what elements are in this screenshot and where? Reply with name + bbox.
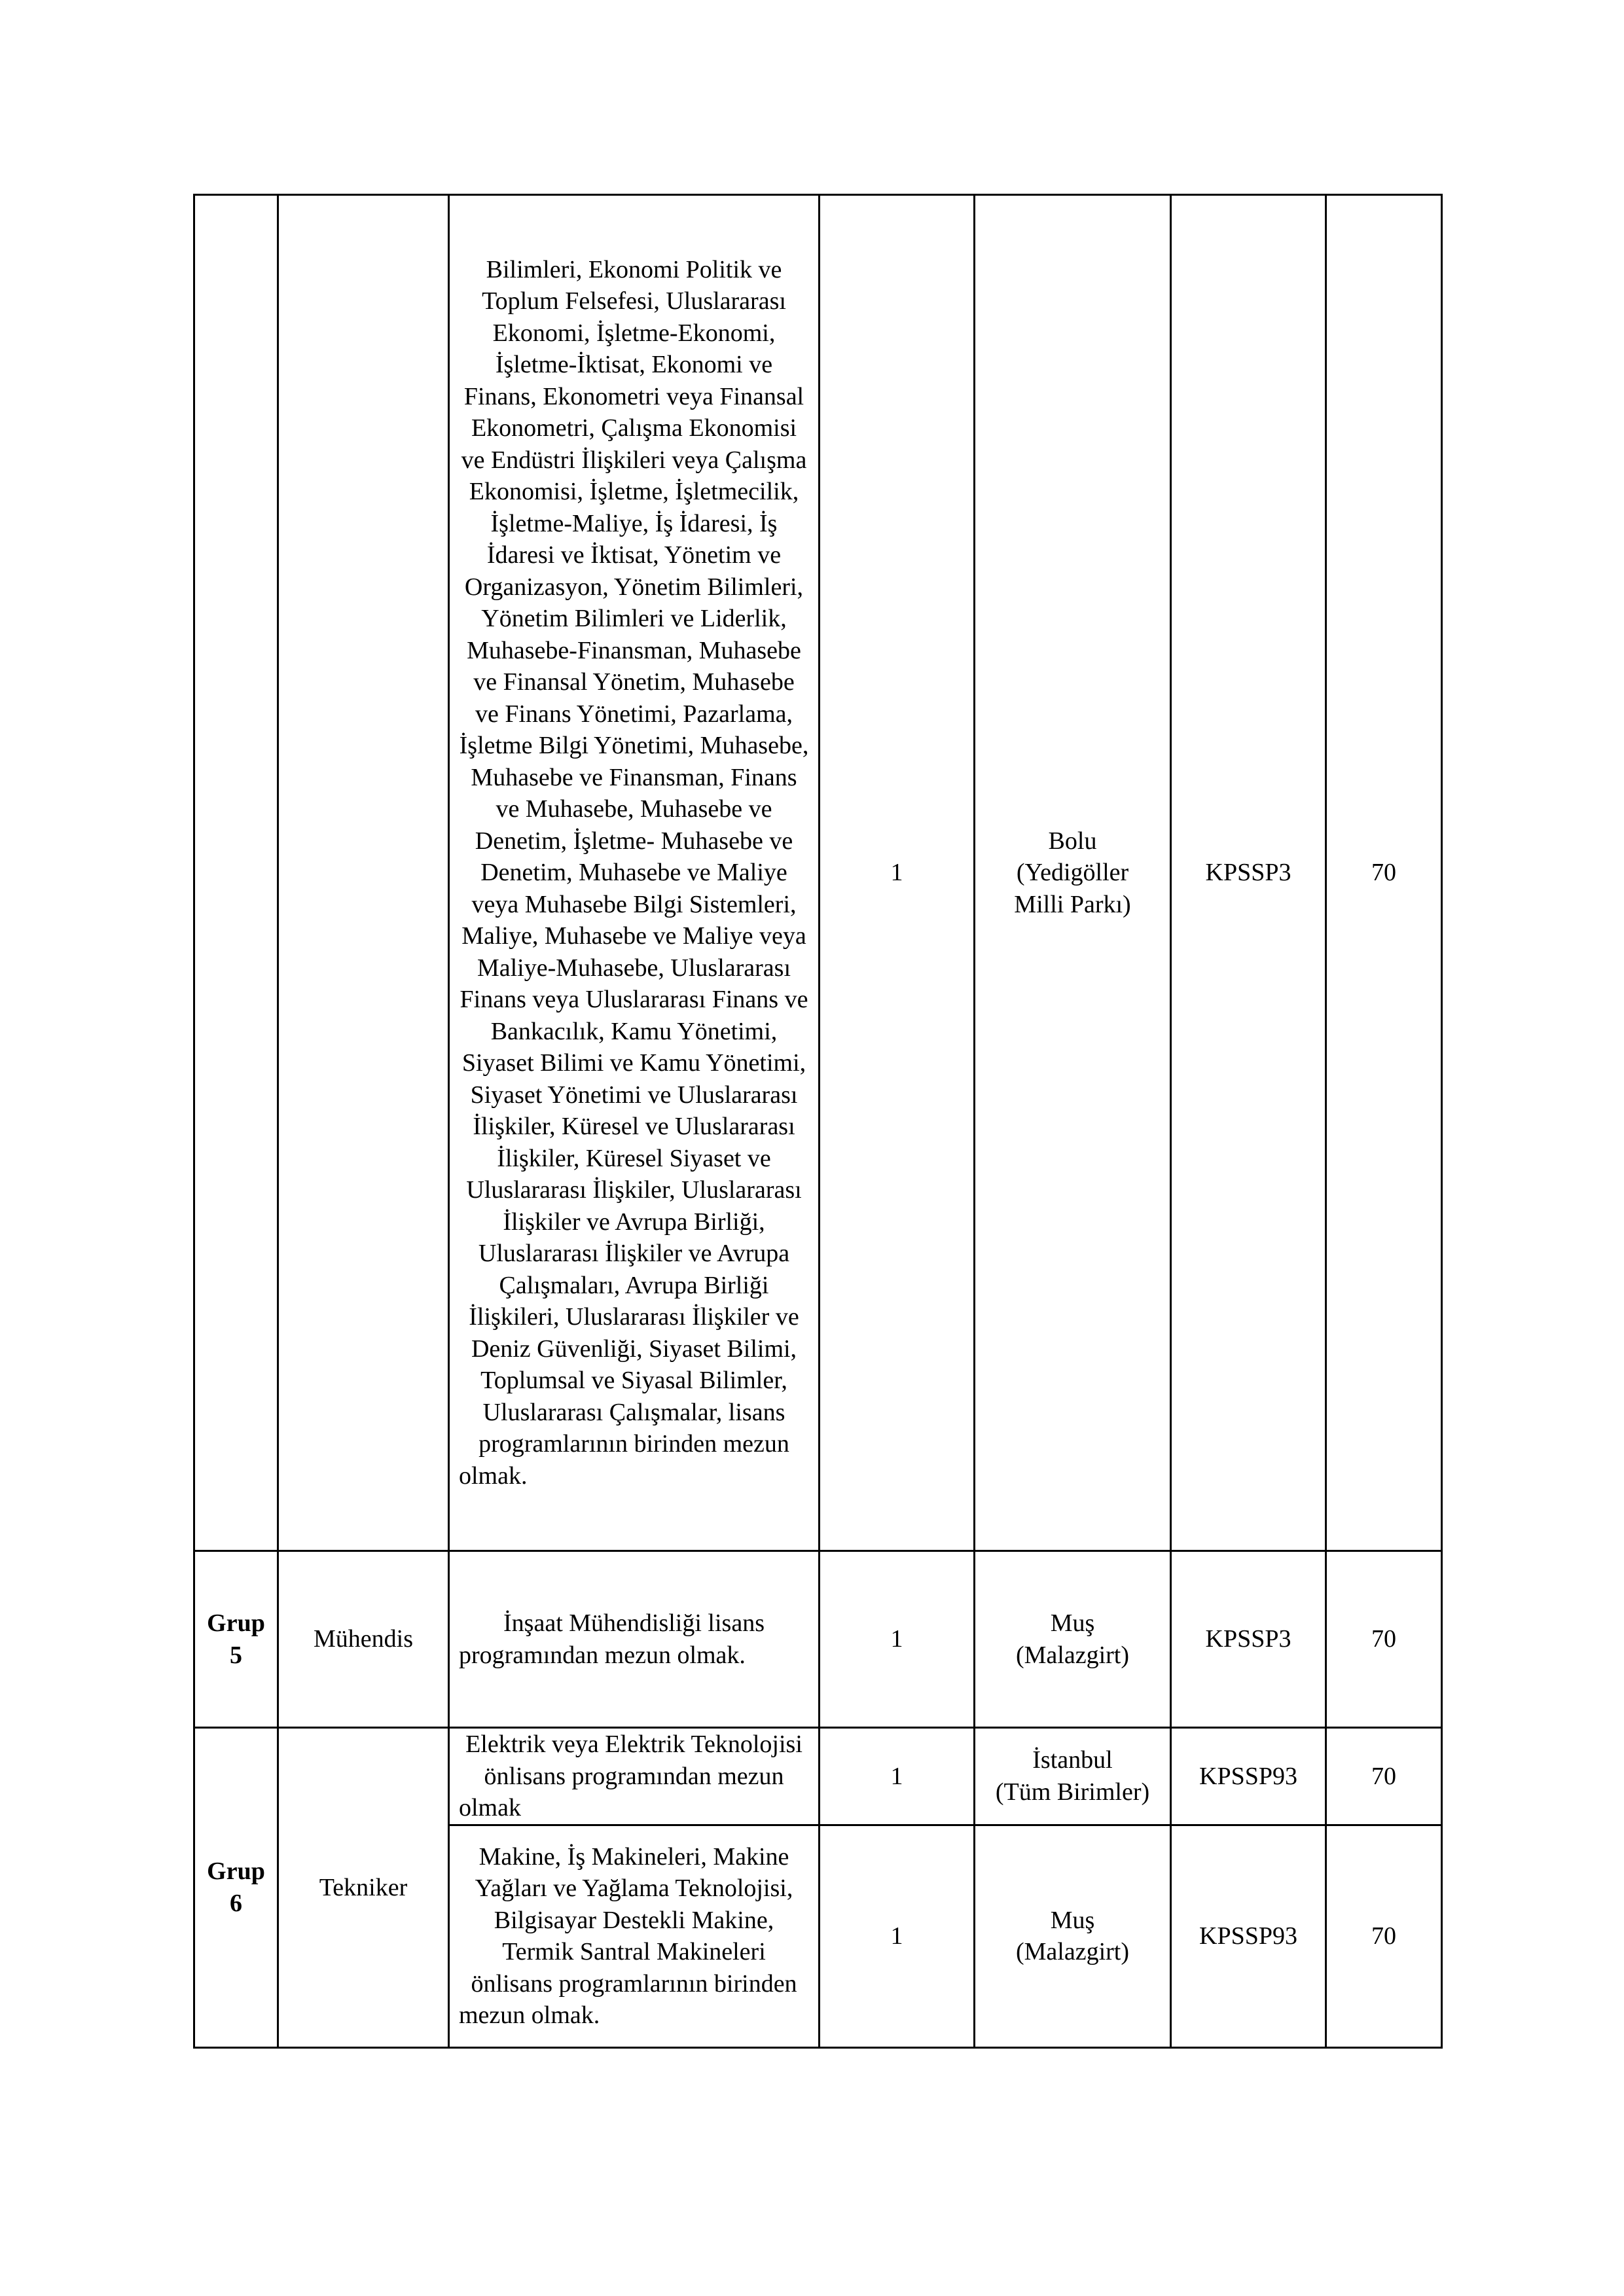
table-row — [194, 1728, 1442, 1825]
title-cell: Mühendis — [278, 1551, 449, 1728]
location-cell — [975, 1728, 1171, 1825]
score-cell: 70 — [1326, 1728, 1442, 1825]
score-cell: 70 — [1326, 1551, 1442, 1728]
group-label: Grup — [207, 1857, 265, 1886]
count-cell: 1 — [820, 1551, 975, 1728]
location-unit: (Malazgirt) — [1015, 1938, 1130, 1965]
title-cell: Tekniker — [278, 1728, 449, 2048]
table-row — [194, 1551, 1442, 1728]
title-cell-empty — [278, 195, 449, 1551]
positions-table — [193, 194, 1443, 2049]
location-cell — [975, 1551, 1171, 1728]
group-label: Grup — [207, 1609, 265, 1637]
qualification-cell: Bilimleri, Ekonomi Politik ve Toplum Felsefesi, Uluslararası Ekonomi, İşletme-Ekonomi, İşletme-İktisat, Ekonomi ve Finans, Ekonometri veya Finansal Ekonometri, Çalışma Ekonomisi ve Endüstri İlişkileri veya Çalışma Ekonomisi, İşletme, İşletmecilik, İşletme-Maliye, İş İdaresi, İş İdaresi ve İktisat, Yönetim ve Organizasyon, Yönetim Bilimleri, Yönetim Bilimleri ve Liderlik, Muhasebe-Finansman, Muhasebe ve Finansal Yönetim, Muhasebe ve Finans Yönetimi, Pazarlama, İşletme Bilgi Yönetimi, Muhasebe, Muhasebe ve Finansman, Finans ve Muhasebe, Muhasebe ve Denetim, İşletme- Muhasebe ve Denetim, Muhasebe ve Maliye veya Muhasebe Bilgi Sistemleri, Maliye, Muhasebe ve Maliye veya Maliye-Muhasebe, Uluslararası Finans veya Uluslararası Finans ve Bankacılık, Kamu Yönetimi, Siyaset Bilimi ve Kamu Yönetimi, Siyaset Yönetimi ve Uluslararası İlişkiler, Küresel ve Uluslararası İlişkiler, Küresel Siyaset ve Uluslararası İlişkiler, Uluslararası İlişkiler ve Avrupa Birliği, Uluslararası İlişkiler ve Avrupa Çalışmaları, Avrupa Birliği İlişkileri, Uluslararası İlişkiler ve Deniz Güvenliği, Siyaset Bilimi, Toplumsal ve Siyasal Bilimler, Uluslararası Çalışmalar, lisans programlarının birinden mezun olmak. — [449, 195, 820, 1551]
qualification-cell: Elektrik veya Elektrik Teknolojisi önlisans programından mezun olmak — [449, 1728, 820, 1825]
count-cell: 1 — [820, 1728, 975, 1825]
qualification-cell: Makine, İş Makineleri, Makine Yağları ve Yağlama Teknolojisi, Bilgisayar Destekli Makine, Termik Santral Makineleri önlisans programlarının birinden mezun olmak. — [449, 1825, 820, 2047]
location-city: Muş — [1050, 1906, 1095, 1934]
exam-cell: KPSSP3 — [1171, 1551, 1326, 1728]
group-cell — [194, 1728, 278, 2048]
group-number: 5 — [230, 1641, 242, 1669]
location-cell — [975, 1825, 1171, 2047]
count-cell: 1 — [820, 1825, 975, 2047]
location-city: Muş — [1050, 1609, 1095, 1637]
table-row — [194, 195, 1442, 1551]
exam-cell: KPSSP93 — [1171, 1728, 1326, 1825]
count-cell: 1 — [820, 195, 975, 1551]
location-unit: (Malazgirt) — [1015, 1641, 1130, 1669]
location-city: Bolu — [1048, 827, 1097, 855]
score-cell: 70 — [1326, 195, 1442, 1551]
group-cell — [194, 1551, 278, 1728]
group-number: 6 — [230, 1889, 242, 1917]
location-unit: (Yedigöller — [1016, 859, 1129, 887]
qualification-cell: İnşaat Mühendisliği lisans programından mezun olmak. — [449, 1551, 820, 1728]
score-cell: 70 — [1326, 1825, 1442, 2047]
group-cell-empty — [194, 195, 278, 1551]
location-unit: (Tüm Birimler) — [995, 1778, 1150, 1806]
exam-cell: KPSSP3 — [1171, 195, 1326, 1551]
location-unit-cont: Milli Parkı) — [1014, 890, 1131, 918]
location-cell — [975, 195, 1171, 1551]
exam-cell: KPSSP93 — [1171, 1825, 1326, 2047]
location-city: İstanbul — [1032, 1746, 1113, 1774]
